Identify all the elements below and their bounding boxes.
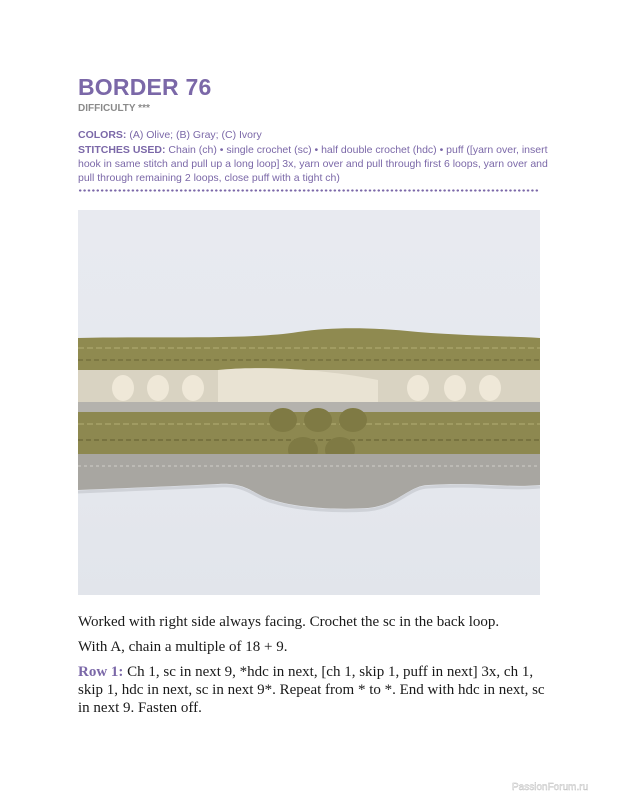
row-1-label: Row 1: [78, 664, 124, 680]
crochet-border-image [78, 210, 540, 595]
watermark: PassionForum.ru [512, 782, 589, 793]
page-title: BORDER 76 [78, 74, 212, 100]
colors-line [78, 129, 262, 141]
stitches-value: Chain (ch) • single crochet (sc) • half double crochet (hdc) • puff ([yarn over, insert hook in same stitch and pull up a long loop] 3x, yarn over and pull through first 6 loops, yarn over and pull through remaining 2 loops, close puff with a tight ch) [78, 144, 548, 184]
row-1-text: Ch 1, sc in next 9, *hdc in next, [ch 1, skip 1, puff in next] 3x, ch 1, skip 1, hdc in next, sc in next 9*. Repeat from * to *. End with hdc in next, sc in next 9. Fasten off. [78, 664, 545, 716]
intro-paragraph: Worked with right side always facing. Crochet the sc in the back loop. [78, 614, 500, 630]
dotted-divider [78, 189, 540, 192]
stitches-label: STITCHES USED: [78, 144, 166, 156]
difficulty-rating: DIFFICULTY *** [78, 103, 150, 114]
colors-value: (A) Olive; (B) Gray; (C) Ivory [126, 129, 262, 141]
chain-instruction: With A, chain a multiple of 18 + 9. [78, 639, 288, 655]
crochet-border-photo [78, 210, 540, 595]
colors-label: COLORS: [78, 129, 127, 141]
row-1-instruction [78, 663, 548, 717]
stitches-used [78, 143, 548, 185]
